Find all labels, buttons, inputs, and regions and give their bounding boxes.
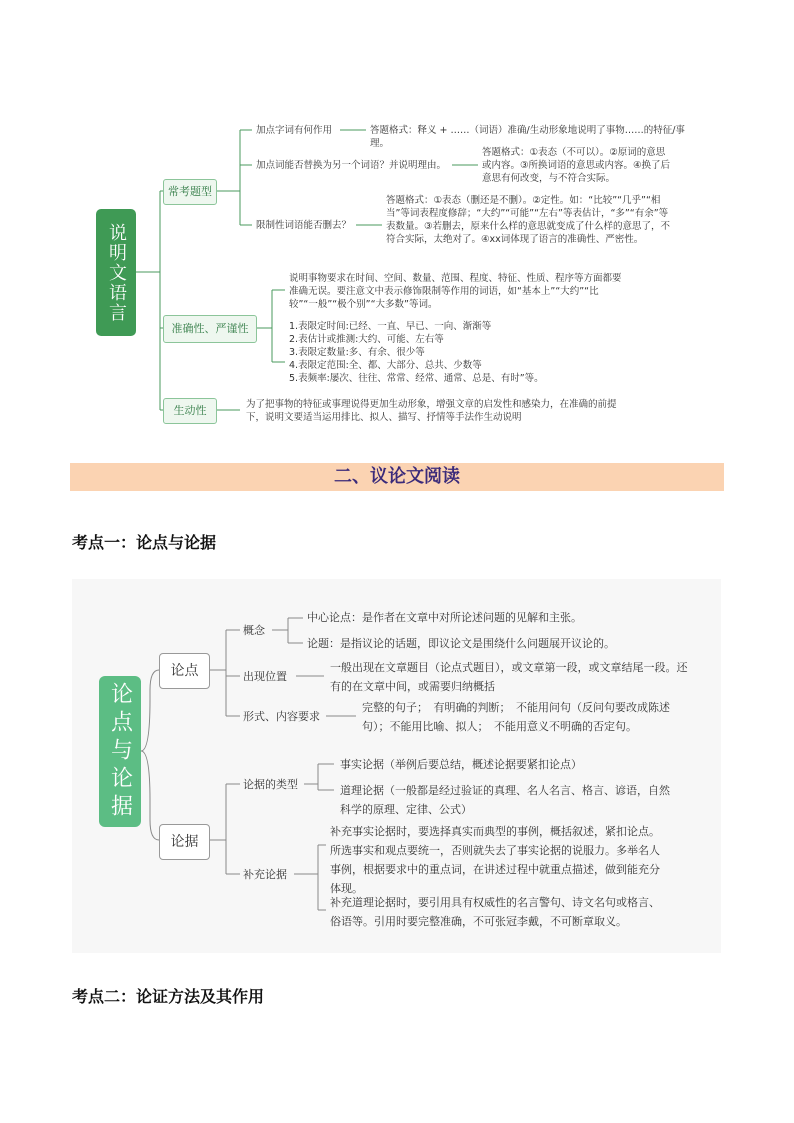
fact-evidence: 事实论据（举例后要总结，概述论据要紧扣论点）	[340, 758, 582, 771]
question-3: 限制性词语能否删去？	[256, 220, 352, 231]
label-form-requirements: 形式、内容要求	[243, 710, 320, 723]
mindmap1-root: 说明文语言	[96, 209, 136, 336]
supplement-fact-text: 补充事实论据时，要选择真实而典型的事例，概括叙述，紧扣论点。所选事实和观点要统一，否则就失去了事实论据的说服力。多举名人事例，根据要求中的重点词，在讲述过程中就重点描述，做到能充分体现。	[330, 825, 660, 895]
accuracy-intro: 说明事物要求在时间、空间、数量、范围、程度、特征、性质、程序等方面都要准确无误。要注意文中表示修饰限制等作用的词语，如“基本上”“大约”“比较”“一般”“极个别”“大多数”等词。	[289, 273, 622, 310]
central-argument: 中心论点：是作者在文章中对所论述问题的见解和主张。	[307, 611, 582, 624]
reason-evidence: 道理论据（一般都是经过验证的真理、名人名言、格言、谚语，自然科学的原理、定律、公式）	[340, 784, 670, 816]
accuracy-item: 2.表估计或推测:大约、可能、左右等	[289, 334, 444, 345]
answer-3: 答题格式：①表态（删还是不删）。②定性。如：“比较”“几乎”“相当”等词表程度修辞；“大约”“可能”“左右”等表估计，“多”“有余”等表数量。③若删去，原来什么样的意思就变成了什么样的意思了，不符合实际，太绝对了。④xx词体现了语言的准确性、严密性。	[386, 195, 671, 245]
category-common-questions: 常考题型	[163, 179, 217, 205]
heading-exam-point-2: 考点二：论证方法及其作用	[72, 987, 265, 1006]
label-supplement-evidence: 补充论据	[243, 868, 287, 881]
section-banner: 二、议论文阅读	[70, 463, 724, 491]
label-concept: 概念	[243, 624, 265, 637]
heading-exam-point-1: 考点一：论点与论据	[72, 533, 217, 552]
mindmap2-root	[99, 676, 141, 827]
form-requirements-text: 完整的句子； 有明确的判断； 不能用问句（反问句要改成陈述句）；不能用比喻、拟人； 不能用意义不明确的否定句。	[362, 701, 670, 733]
answer-1: 答题格式：释义 + ……（词语）准确/生动形象地说明了事物……的特征/事理。	[370, 125, 685, 149]
label-evidence-types: 论据的类型	[243, 778, 298, 791]
answer-2: 答题格式：①表态（不可以）。②原词的意思或内容。③所换词语的意思或内容。④换了后意思有何改变，与不符合实际。	[482, 147, 671, 184]
accuracy-item: 1.表限定时间:已经、一直、早已、一向、渐渐等	[289, 321, 492, 332]
category-vividness: 生动性	[163, 398, 217, 424]
question-1: 加点字词有何作用	[256, 125, 333, 136]
question-2: 加点词能否替换为另一个词语？并说明理由。	[256, 160, 447, 171]
topic-definition: 论题：是指议论的话题，即议论文是围绕什么问题展开议论的。	[307, 637, 615, 650]
supplement-reason-text: 补充道理论据时，要引用具有权威性的名言警句、诗文名句或格言、俗语等。引用时要完整准确，不可张冠李戴，不可断章取义。	[330, 896, 660, 928]
category-evidence: 论据	[159, 824, 210, 860]
position-text: 一般出现在文章题目（论点式题目），或文章第一段，或文章结尾一段。还有的在文章中间，或需要归纳概括	[330, 661, 688, 693]
vividness-text: 为了把事物的特征或事理说得更加生动形象，增强文章的启发性和感染力，在准确的前提下，说明文要适当运用排比、拟人、描写、抒情等手法作生动说明	[246, 399, 617, 423]
accuracy-item: 5.表频率:屡次、往往、常常、经常、通常、总是、有时”等。	[289, 373, 544, 384]
category-argument: 论点	[159, 653, 210, 689]
accuracy-item: 4.表限定范围:全、都、大部分、总共、少数等	[289, 360, 482, 371]
category-accuracy: 准确性、严谨性	[163, 315, 257, 343]
accuracy-item: 3.表限定数量:多、有余、很少等	[289, 347, 425, 358]
mindmap2-root-label: 论点与论据	[107, 681, 133, 822]
label-position: 出现位置	[243, 670, 287, 683]
